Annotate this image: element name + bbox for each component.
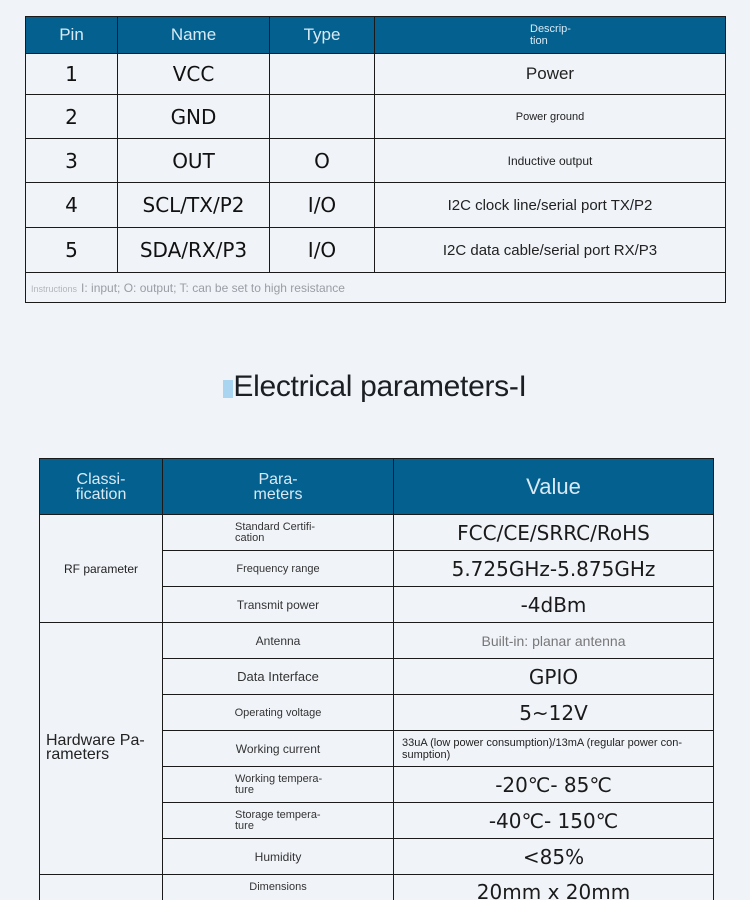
pin-type: O [270, 139, 375, 183]
param-value: Built-in: planar antenna [394, 623, 714, 659]
header-value: Value [394, 459, 714, 515]
pin-description: Inductive output [375, 139, 726, 183]
pin-type [270, 95, 375, 139]
param-name: Humidity [163, 839, 394, 875]
pin-name: GND [118, 95, 270, 139]
pin-definition-table [25, 16, 726, 303]
param-name: Data Interface [163, 659, 394, 695]
param-name: Antenna [163, 623, 394, 659]
table-row [40, 875, 714, 900]
title-marker-icon [223, 380, 233, 398]
table-row [26, 183, 726, 228]
pin-number: 1 [26, 54, 118, 95]
header-description: Descrip- tion [375, 17, 726, 54]
pin-table-header [26, 17, 726, 54]
param-name: Working current [163, 731, 394, 767]
param-value: 20mm x 20mm [394, 875, 714, 900]
pin-number: 2 [26, 95, 118, 139]
param-name: Transmit power [163, 587, 394, 623]
note-label: Instructions [31, 283, 78, 294]
param-value: 5.725GHz-5.875GHz [394, 551, 714, 587]
param-value: <85% [394, 839, 714, 875]
section-title [0, 370, 750, 404]
pin-description: Power ground [375, 95, 726, 139]
param-name: Storage tempera- ture [163, 803, 394, 839]
param-value: -4dBm [394, 587, 714, 623]
pin-number: 5 [26, 228, 118, 273]
category-rf: RF parameter [40, 515, 163, 623]
param-name: Frequency range [163, 551, 394, 587]
param-value: 5~12V [394, 695, 714, 731]
param-table-header [40, 459, 714, 515]
electrical-parameters-table [39, 458, 714, 900]
pin-description: I2C clock line/serial port TX/P2 [375, 183, 726, 228]
table-row [40, 623, 714, 659]
param-value: FCC/CE/SRRC/RoHS [394, 515, 714, 551]
table-row [26, 228, 726, 273]
pin-type: I/O [270, 228, 375, 273]
note-text: I: input; O: output; T: can be set to high resistance [81, 280, 345, 295]
header-type: Type [270, 17, 375, 54]
param-value: -20℃- 85℃ [394, 767, 714, 803]
table-row [26, 95, 726, 139]
table-row [26, 54, 726, 95]
pin-name: SDA/RX/P3 [118, 228, 270, 273]
section-title-text: Electrical parameters-I [233, 370, 527, 403]
pin-description: Power [375, 54, 726, 95]
pin-table-note [26, 273, 726, 303]
param-value: GPIO [394, 659, 714, 695]
param-name: Dimensions [163, 875, 394, 900]
pin-name: SCL/TX/P2 [118, 183, 270, 228]
pin-type: I/O [270, 183, 375, 228]
category-hardware: Hardware Pa- rameters [40, 623, 163, 875]
param-value: 33uA (low power consumption)/13mA (regular power con- sumption) [394, 731, 714, 767]
pin-name: VCC [118, 54, 270, 95]
header-pin: Pin [26, 17, 118, 54]
header-classification: Classi- fication [40, 459, 163, 515]
param-value: -40℃- 150℃ [394, 803, 714, 839]
table-row [26, 139, 726, 183]
pin-description: I2C data cable/serial port RX/P3 [375, 228, 726, 273]
pin-type [270, 54, 375, 95]
pin-number: 4 [26, 183, 118, 228]
pin-number: 3 [26, 139, 118, 183]
param-name: Standard Certifi- cation [163, 515, 394, 551]
param-name: Operating voltage [163, 695, 394, 731]
header-name: Name [118, 17, 270, 54]
category-other [40, 875, 163, 900]
table-row [40, 515, 714, 551]
header-parameters: Para- meters [163, 459, 394, 515]
pin-name: OUT [118, 139, 270, 183]
param-name: Working tempera- ture [163, 767, 394, 803]
